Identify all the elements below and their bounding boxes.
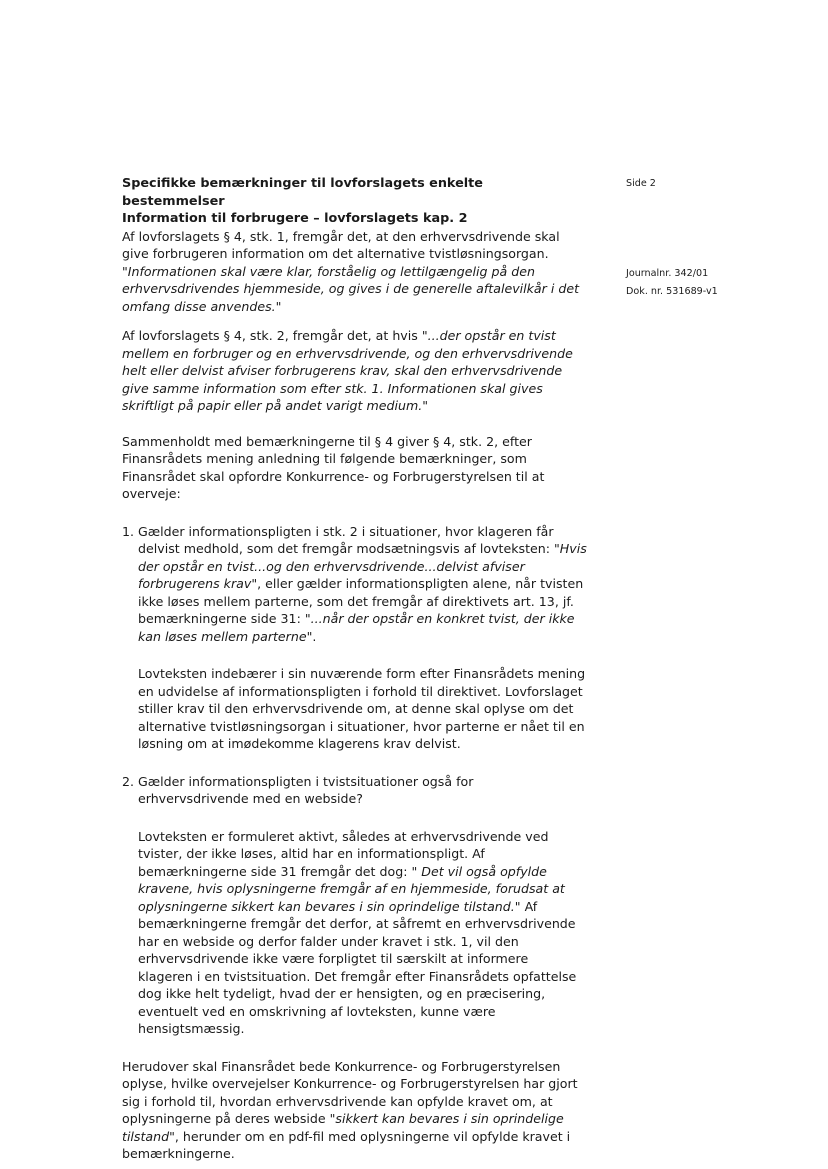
paragraph-section-4-stk-2 xyxy=(122,327,587,415)
list-item-question: Gælder informationspligten i tvistsituationer også for erhvervsdrivende med en webside? xyxy=(138,773,474,806)
section-heading: Specifikke bemærkninger til lovforslagets enkelte bestemmelser xyxy=(122,176,483,209)
list-item-explanation xyxy=(138,828,587,1038)
quoted-text: "Hvis der opstår en tvist...og den erhvervsdrivende...delvist afviser forbrugerens krav" xyxy=(138,541,587,591)
quoted-text: "...der opstår en tvist mellem en forbruger og en erhvervsdrivende, og den erhvervsdrivende helt eller delvist afviser forbrugerens krav, skal den erhvervsdrivende give samme information som efter stk. 1. Informationen skal gives skriftligt på papir eller på andet varigt medium." xyxy=(122,328,573,413)
subsection-heading: Information til forbrugere – lovforslagets kap. 2 xyxy=(122,211,468,226)
text-segment: Af bemærkningerne fremgår det derfor, at såfremt en erhvervsdrivende har en webside og derfor falder under kravet i stk. 1, vil den erhvervsdrivende ikke være forpligtet til særskilt at informere klageren i en tvistsituation. Det fremgår efter Finansrådets opfattelse dog ikke helt tydeligt, hvad der er hensigten, og en præcisering, eventuelt ved en omskrivning af lovteksten, kunne være hensigtsmæssig. xyxy=(138,898,577,1036)
list-item-question xyxy=(138,523,587,646)
paragraph-text: Af lovforslagets § 4, stk. 1, fremgår det, at den erhvervsdrivende skal give forbrugeren information om det alternative tvistløsningsorgan. xyxy=(122,228,560,261)
text-segment: Lovteksten er formuleret aktivt, således at erhvervsdrivende ved tvister, der ikke løses, altid har en informationspligt. Af bemærkningerne side 31 fremgår det dog: xyxy=(138,828,549,879)
text-segment: , herunder om en pdf-fil med oplysningerne vil opfylde kravet i bemærkningerne. xyxy=(122,1128,571,1161)
text-segment: Herudover skal Finansrådet bede Konkurrence- og Forbrugerstyrelsen oplyse, hvilke overvejelser Konkurrence- og Forbrugerstyrelsen har gjort sig i forhold til, hvordan erhvervsdrivende kan opfylde kravet om, at oplysningerne på deres webside xyxy=(122,1058,578,1126)
quoted-text: " Det vil også opfylde kravene, hvis oplysningerne fremgår af en hjemmeside, forudsat at oplysningerne sikkert kan bevares i sin oprindelige tilstand." xyxy=(138,863,565,914)
text-segment: Gælder informationspligten i stk. 2 i situationer, hvor klageren får delvist medhold, som det fremgår modsætningsvis af lovteksten: xyxy=(138,523,554,556)
quoted-text: "...når der opstår en konkret tvist, der ikke kan løses mellem parterne" xyxy=(138,611,575,644)
list-item xyxy=(122,523,587,753)
text-segment: . xyxy=(312,628,317,644)
page-number-label: Side 2 xyxy=(626,178,656,189)
quoted-text: "Informationen skal være klar, forståelig og lettilgængelig på den erhvervsdrivendes hjemmeside, og gives i de generelle aftalevilkår i det omfang disse anvendes." xyxy=(122,263,580,314)
list-number: 2. xyxy=(122,773,135,789)
closing-paragraph xyxy=(122,1058,587,1163)
document-number: Dok. nr. 531689-v1 xyxy=(626,286,718,297)
list-item xyxy=(122,773,587,1038)
paragraph-text: Af lovforslagets § 4, stk. 2, fremgår det, at hvis xyxy=(122,328,422,343)
list-number: 1. xyxy=(122,523,135,539)
list-item-explanation: Lovteksten indebærer i sin nuværende form efter Finansrådets mening en udvidelse af informationspligten i forhold til direktivet. Lovforslaget stiller krav til den erhvervsdrivende om, at denne skal oplyse om det alternative tvistløsningsorgan i situationer, hvor parterne er nået til en løsning om at imødekomme klagerens krav delvist. xyxy=(138,666,586,751)
document-body xyxy=(122,175,587,1163)
journal-number: Journalnr. 342/01 xyxy=(626,268,709,279)
quoted-text: "sikkert kan bevares i sin oprindelige tilstand" xyxy=(122,1111,564,1144)
paragraph-summary: Sammenholdt med bemærkningerne til § 4 giver § 4, stk. 2, efter Finansrådets mening anledning til følgende bemærkninger, som Finansrådet skal opfordre Konkurrence- og Forbrugerstyrelsen til at overveje: xyxy=(122,433,545,501)
paragraph-section-4-stk-1 xyxy=(122,228,587,316)
remarks-list xyxy=(122,523,587,1038)
text-segment: , eller gælder informationspligten alene, når tvisten ikke løses mellem parterne, som det fremgår af direktivets art. 13, jf. bemærkningerne side 31: xyxy=(138,576,584,626)
